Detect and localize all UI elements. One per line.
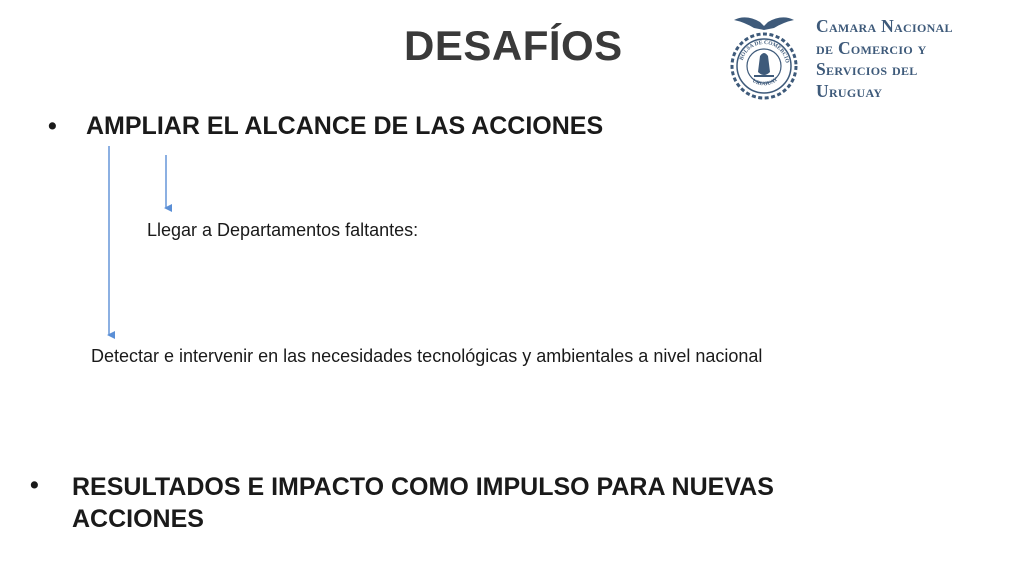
bullet-text: AMPLIAR EL ALCANCE DE LAS ACCIONES [86,112,604,140]
subitem-necesidades: Detectar e intervenir en las necesidades tecnológicas y ambientales a nivel nacional [91,346,763,366]
logo-line: de Comercio y [816,37,927,58]
bullet-marker: • [30,471,39,499]
slide-title: DESAFÍOS [404,22,623,69]
bullet-text: RESULTADOS E IMPACTO COMO IMPULSO PARA NUEVAS ACCIONES [72,473,774,533]
logo-line: Servicios del [816,59,918,79]
logo-line: Camara Nacional [816,16,953,36]
svg-text:BOLSA DE COMERCIO: BOLSA DE COMERCIO [738,39,790,64]
logo-line: Uruguay [816,80,883,101]
subitem-departamentos: Llegar a Departamentos faltantes: [147,220,419,240]
bullet-marker: • [48,112,57,140]
svg-text:URUGUAY: URUGUAY [751,76,780,88]
